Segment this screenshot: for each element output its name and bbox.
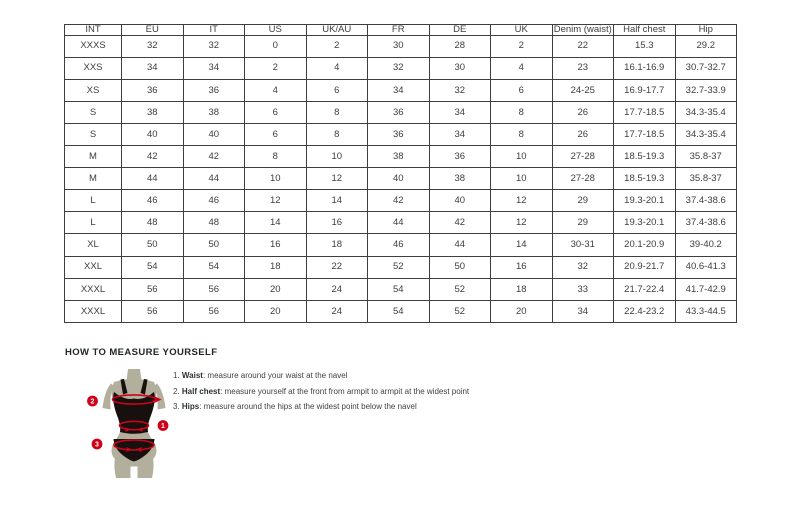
table-cell: 2 bbox=[306, 35, 368, 57]
table-cell: 54 bbox=[183, 256, 245, 278]
table-cell: 29.2 bbox=[675, 35, 737, 57]
table-cell: 50 bbox=[429, 256, 491, 278]
table-cell: 46 bbox=[122, 190, 184, 212]
table-cell: 10 bbox=[245, 168, 307, 190]
table-cell: 52 bbox=[429, 300, 491, 322]
table-cell: 27-28 bbox=[552, 168, 614, 190]
column-header: IT bbox=[183, 25, 245, 36]
table-cell: 20 bbox=[491, 300, 553, 322]
table-cell: 12 bbox=[306, 168, 368, 190]
table-cell: 8 bbox=[491, 123, 553, 145]
measure-item-number: 1. bbox=[173, 371, 180, 380]
table-cell: 6 bbox=[491, 79, 553, 101]
table-cell: 40 bbox=[429, 190, 491, 212]
table-cell: 16 bbox=[245, 234, 307, 256]
table-row bbox=[65, 123, 737, 145]
table-cell: 39-40.2 bbox=[675, 234, 737, 256]
table-cell: 33 bbox=[552, 278, 614, 300]
table-cell: 38 bbox=[429, 168, 491, 190]
table-cell: 26 bbox=[552, 123, 614, 145]
table-cell: 56 bbox=[183, 300, 245, 322]
table-cell: 38 bbox=[368, 146, 430, 168]
table-cell: 29 bbox=[552, 212, 614, 234]
table-cell: 44 bbox=[429, 234, 491, 256]
table-cell: 18 bbox=[245, 256, 307, 278]
table-cell: 16.9-17.7 bbox=[614, 79, 676, 101]
table-cell: 34 bbox=[368, 79, 430, 101]
column-header: DE bbox=[429, 25, 491, 36]
measure-item-text: : measure yourself at the front from armpit to armpit at the widest point bbox=[220, 386, 470, 396]
table-cell: XXS bbox=[65, 57, 122, 79]
table-row bbox=[65, 190, 737, 212]
measure-item-label: Half chest bbox=[181, 386, 221, 396]
table-cell: 6 bbox=[306, 79, 368, 101]
table-cell: 32 bbox=[183, 35, 245, 57]
table-cell: 36 bbox=[368, 123, 430, 145]
table-cell: 10 bbox=[306, 146, 368, 168]
measure-item-text: : measure around your waist at the navel bbox=[202, 371, 348, 380]
table-cell: 34.3-35.4 bbox=[675, 123, 737, 145]
table-cell: 12 bbox=[491, 190, 553, 212]
measure-section-title: HOW TO MEASURE YOURSELF bbox=[65, 347, 218, 358]
hips-badge-number: 3 bbox=[95, 441, 99, 449]
table-cell: 37.4-38.6 bbox=[675, 212, 737, 234]
table-cell: 24-25 bbox=[552, 79, 614, 101]
table-cell: L bbox=[65, 212, 122, 234]
table-cell: 20 bbox=[245, 300, 307, 322]
table-cell: 2 bbox=[245, 57, 307, 79]
table-cell: 2 bbox=[491, 35, 553, 57]
measure-item-hips bbox=[173, 403, 469, 412]
table-cell: 30 bbox=[368, 35, 430, 57]
table-cell: 14 bbox=[306, 190, 368, 212]
table-cell: 54 bbox=[122, 256, 184, 278]
table-cell: XXXL bbox=[65, 300, 122, 322]
table-cell: 54 bbox=[368, 300, 430, 322]
table-cell: 29 bbox=[552, 190, 614, 212]
table-cell: 41.7-42.9 bbox=[675, 278, 737, 300]
table-cell: XXL bbox=[65, 256, 122, 278]
table-cell: 34 bbox=[552, 300, 614, 322]
table-cell: 16.1-16.9 bbox=[614, 57, 676, 79]
table-row bbox=[65, 234, 737, 256]
table-cell: 37.4-38.6 bbox=[675, 190, 737, 212]
table-cell: 21.7-22.4 bbox=[614, 278, 676, 300]
table-cell: 30-31 bbox=[552, 234, 614, 256]
table-cell: 22 bbox=[306, 256, 368, 278]
table-cell: 38 bbox=[183, 101, 245, 123]
table-cell: 22.4-23.2 bbox=[614, 300, 676, 322]
table-cell: 36 bbox=[429, 146, 491, 168]
waist-badge-number: 1 bbox=[161, 423, 165, 430]
table-cell: 22 bbox=[552, 35, 614, 57]
table-cell: 36 bbox=[122, 79, 184, 101]
table-cell: 38 bbox=[122, 101, 184, 123]
table-cell: 18 bbox=[306, 234, 368, 256]
size-chart-body bbox=[65, 35, 737, 323]
table-cell: XL bbox=[65, 234, 122, 256]
table-cell: 8 bbox=[245, 146, 307, 168]
table-cell: 12 bbox=[245, 190, 307, 212]
column-header: FR bbox=[368, 25, 430, 36]
table-cell: 4 bbox=[491, 57, 553, 79]
table-cell: 18.5-19.3 bbox=[614, 168, 676, 190]
table-cell: 8 bbox=[306, 123, 368, 145]
measure-instructions-list bbox=[173, 372, 469, 419]
table-cell: 46 bbox=[183, 190, 245, 212]
table-cell: 54 bbox=[368, 278, 430, 300]
column-header: Denim (waist) bbox=[553, 24, 612, 35]
table-cell: 20 bbox=[245, 278, 307, 300]
column-header: EU bbox=[122, 25, 184, 36]
table-cell: 56 bbox=[122, 300, 184, 322]
measure-figure-illustration bbox=[84, 368, 184, 480]
column-header: Hip bbox=[675, 25, 737, 36]
table-cell: 34.3-35.4 bbox=[675, 101, 737, 123]
table-cell: 8 bbox=[306, 101, 368, 123]
table-cell: 56 bbox=[122, 278, 184, 300]
table-row bbox=[65, 101, 737, 123]
table-cell: 19.3-20.1 bbox=[614, 212, 676, 234]
table-cell: 34 bbox=[183, 57, 245, 79]
size-chart-table bbox=[64, 24, 737, 323]
measure-item-number: 3. bbox=[173, 402, 180, 411]
table-cell: 52 bbox=[429, 278, 491, 300]
table-cell: 24 bbox=[306, 278, 368, 300]
table-cell: 6 bbox=[245, 123, 307, 145]
table-cell: 14 bbox=[491, 234, 553, 256]
table-cell: 34 bbox=[429, 123, 491, 145]
table-row bbox=[65, 146, 737, 168]
table-cell: 48 bbox=[183, 212, 245, 234]
table-cell: XXXS bbox=[65, 35, 122, 57]
table-cell: 20.1-20.9 bbox=[614, 234, 676, 256]
table-cell: 34 bbox=[429, 101, 491, 123]
table-cell: 40.6-41.3 bbox=[675, 256, 737, 278]
table-cell: 32 bbox=[368, 57, 430, 79]
table-cell: 48 bbox=[122, 212, 184, 234]
table-cell: M bbox=[65, 146, 122, 168]
table-cell: 32 bbox=[122, 35, 184, 57]
table-cell: 30.7-32.7 bbox=[675, 57, 737, 79]
table-cell: M bbox=[65, 168, 122, 190]
table-cell: 19.3-20.1 bbox=[614, 190, 676, 212]
table-cell: 24 bbox=[306, 300, 368, 322]
table-cell: 17.7-18.5 bbox=[614, 123, 676, 145]
table-row bbox=[65, 300, 737, 322]
table-cell: 50 bbox=[183, 234, 245, 256]
table-cell: 16 bbox=[491, 256, 553, 278]
table-cell: XXXL bbox=[65, 278, 122, 300]
table-row bbox=[65, 212, 737, 234]
table-cell: 27-28 bbox=[552, 146, 614, 168]
table-cell: 46 bbox=[368, 234, 430, 256]
table-cell: 0 bbox=[245, 35, 307, 57]
table-cell: 20.9-21.7 bbox=[614, 256, 676, 278]
table-cell: 36 bbox=[368, 101, 430, 123]
table-cell: S bbox=[65, 101, 122, 123]
table-cell: 44 bbox=[122, 168, 184, 190]
table-row bbox=[65, 256, 737, 278]
table-cell: 34 bbox=[122, 57, 184, 79]
table-cell: 10 bbox=[491, 168, 553, 190]
measure-item-label: Hips bbox=[181, 402, 200, 411]
size-chart-header-row bbox=[65, 25, 737, 36]
column-header: US bbox=[245, 25, 307, 36]
table-cell: 42 bbox=[368, 190, 430, 212]
table-cell: 32 bbox=[429, 79, 491, 101]
table-cell: XS bbox=[65, 79, 122, 101]
table-cell: 40 bbox=[368, 168, 430, 190]
table-cell: 32.7-33.9 bbox=[675, 79, 737, 101]
table-cell: 44 bbox=[368, 212, 430, 234]
table-cell: 40 bbox=[122, 123, 184, 145]
table-cell: 52 bbox=[368, 256, 430, 278]
table-cell: 42 bbox=[429, 212, 491, 234]
measure-item-number: 2. bbox=[173, 386, 180, 396]
table-cell: 18.5-19.3 bbox=[614, 146, 676, 168]
table-cell: 10 bbox=[491, 146, 553, 168]
measure-item-label: Waist bbox=[181, 371, 203, 380]
table-cell: 40 bbox=[183, 123, 245, 145]
table-row bbox=[65, 79, 737, 101]
table-cell: 12 bbox=[491, 212, 553, 234]
measure-item-half-chest bbox=[173, 388, 469, 397]
table-cell: 8 bbox=[491, 101, 553, 123]
table-cell: 17.7-18.5 bbox=[614, 101, 676, 123]
table-cell: 50 bbox=[122, 234, 184, 256]
measure-item-waist bbox=[173, 372, 469, 381]
table-cell: 26 bbox=[552, 101, 614, 123]
table-cell: 14 bbox=[245, 212, 307, 234]
table-cell: 4 bbox=[306, 57, 368, 79]
column-header: INT bbox=[65, 25, 122, 36]
table-cell: 30 bbox=[429, 57, 491, 79]
table-cell: 32 bbox=[552, 256, 614, 278]
table-cell: 6 bbox=[245, 101, 307, 123]
table-row bbox=[65, 168, 737, 190]
table-cell: 42 bbox=[183, 146, 245, 168]
table-row bbox=[65, 278, 737, 300]
half-chest-badge-number: 2 bbox=[90, 398, 95, 406]
column-header: UK/AU bbox=[306, 25, 368, 36]
table-cell: L bbox=[65, 190, 122, 212]
table-cell: 43.3-44.5 bbox=[675, 300, 737, 322]
table-cell: 4 bbox=[245, 79, 307, 101]
table-cell: 23 bbox=[552, 57, 614, 79]
table-cell: 18 bbox=[491, 278, 553, 300]
measure-item-text: : measure around the hips at the widest point below the navel bbox=[199, 402, 417, 411]
table-cell: 56 bbox=[183, 278, 245, 300]
table-row bbox=[65, 35, 737, 57]
table-cell: 44 bbox=[183, 168, 245, 190]
table-cell: 35.8-37 bbox=[675, 146, 737, 168]
column-header: UK bbox=[491, 25, 553, 36]
table-cell: 42 bbox=[122, 146, 184, 168]
table-cell: 15.3 bbox=[614, 35, 676, 57]
table-cell: 28 bbox=[429, 35, 491, 57]
table-cell: 36 bbox=[183, 79, 245, 101]
column-header: Half chest bbox=[614, 25, 676, 36]
table-cell: S bbox=[65, 123, 122, 145]
table-cell: 16 bbox=[306, 212, 368, 234]
table-cell: 35.8-37 bbox=[675, 168, 737, 190]
table-row bbox=[65, 57, 737, 79]
